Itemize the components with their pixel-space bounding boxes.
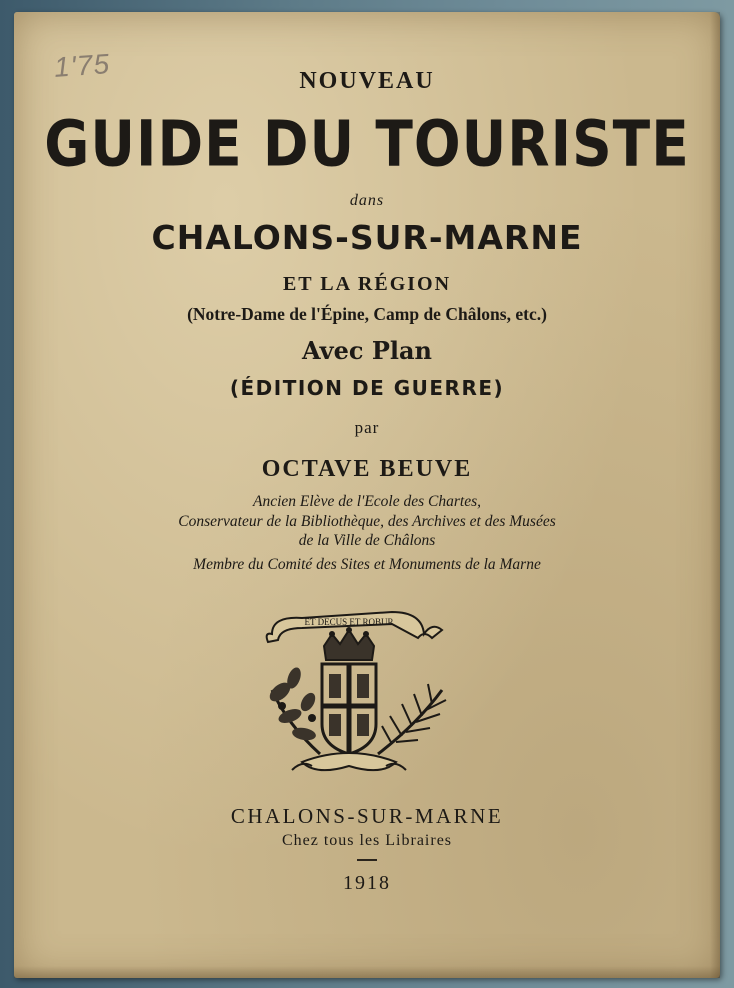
- title-edition: (ÉDITION DE GUERRE): [229, 376, 505, 400]
- divider: [357, 859, 377, 861]
- author-par: par: [354, 418, 380, 437]
- imprint-place: CHALONS-SUR-MARNE: [230, 804, 504, 828]
- author-credential: Membre du Comité des Sites et Monuments de la Marne: [193, 556, 541, 573]
- title-region: ET LA RÉGION: [282, 273, 452, 295]
- emblem-motto: ET DECUS ET ROBUR: [304, 617, 394, 627]
- author-credential: Ancien Elève de l'Ecole des Chartes,: [253, 493, 481, 510]
- author-credential: Conservateur de la Bibliothèque, des Archives et des Musées: [178, 513, 556, 530]
- imprint-year: 1918: [343, 872, 391, 894]
- title-city: CHALONS-SUR-MARNE: [151, 218, 583, 257]
- handwritten-note: 1'75: [52, 48, 112, 83]
- author-name: OCTAVE BEUVE: [261, 456, 473, 482]
- coat-of-arms-icon: [232, 594, 462, 784]
- title-nouveau: NOUVEAU: [299, 68, 435, 94]
- title-plan: Avec Plan: [302, 336, 432, 365]
- page-title: GUIDE DU TOURISTE: [44, 107, 690, 181]
- title-dans: dans: [349, 192, 385, 209]
- book-cover: [14, 12, 720, 978]
- imprint-seller: Chez tous les Libraires: [281, 832, 453, 849]
- author-credential: de la Ville de Châlons: [298, 532, 436, 549]
- title-places: (Notre-Dame de l'Épine, Camp de Châlons, etc.): [187, 304, 547, 324]
